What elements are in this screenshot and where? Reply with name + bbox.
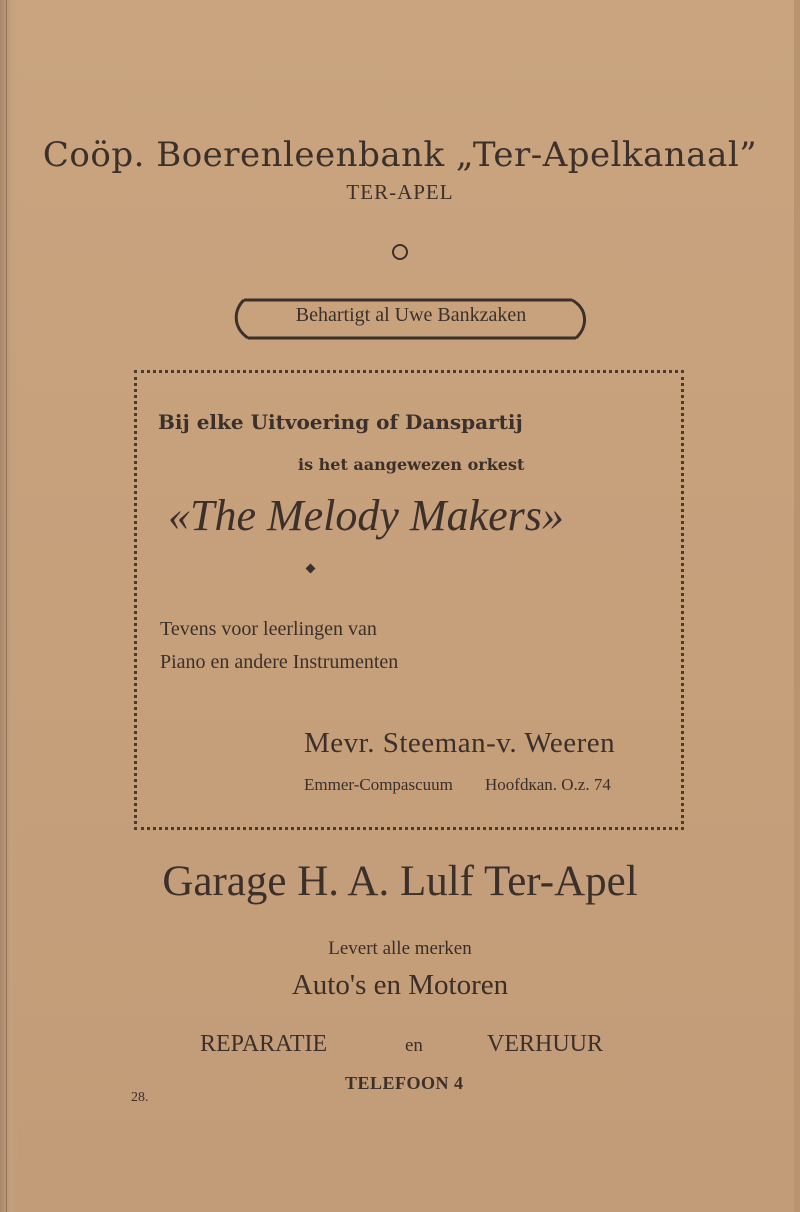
lessons-line-1: Tevens voor leerlingen van	[160, 618, 377, 640]
garage-verhuur: VERHUUR	[487, 1031, 604, 1057]
address-town: Emmer-Compascuum	[304, 775, 453, 794]
slogan-banner	[232, 297, 590, 341]
bank-location: TER-APEL	[346, 180, 454, 204]
garage-levert: Levert alle merken	[328, 938, 472, 959]
teacher-name: Mevr. Steeman-v. Weeren	[304, 727, 616, 759]
garage-en: en	[405, 1035, 423, 1056]
bank-slogan: Behartigt al Uwe Bankzaken	[295, 304, 527, 326]
garage-autos: Auto's en Motoren	[291, 969, 509, 1001]
dotted-ad-frame	[134, 370, 684, 830]
ad-line-2: is het aangewezen orkest	[298, 455, 525, 474]
garage-title: Garage H. A. Lulf Ter-Apel	[162, 858, 638, 905]
garage-telefoon: TELEFOON 4	[345, 1073, 464, 1093]
address-street: Hoofdкan. O.z. 74	[485, 775, 611, 794]
band-name: «The Melody Makers»	[168, 491, 564, 540]
bank-title: Coöp. Boerenleenbank „Ter-Apelkanaal”	[42, 135, 758, 175]
garage-reparatie: REPARATIE	[200, 1031, 328, 1057]
page-number: 28.	[131, 1090, 149, 1105]
circle-ornament-icon	[392, 244, 408, 260]
ad-line-1: Bij elke Uitvoering of Danspartij	[158, 410, 523, 434]
lessons-line-2: Piano en andere Instrumenten	[160, 651, 399, 673]
